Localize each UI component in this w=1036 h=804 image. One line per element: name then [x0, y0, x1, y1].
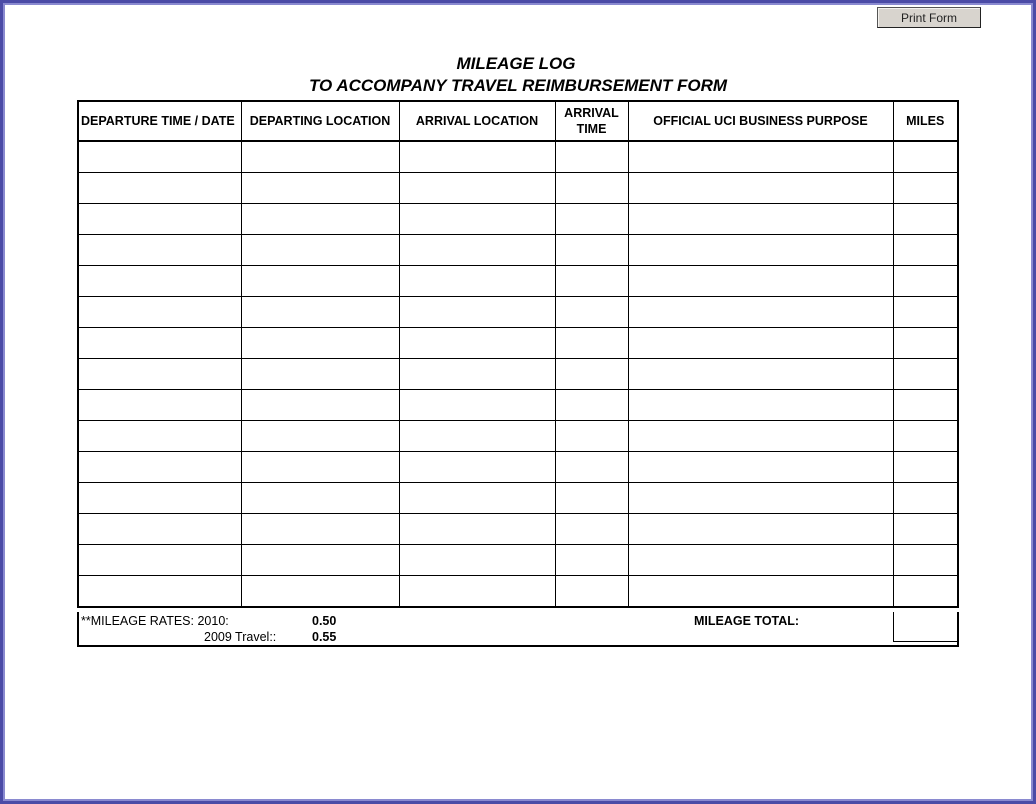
table-row	[78, 328, 958, 359]
table-row	[78, 390, 958, 421]
arrival-location-cell[interactable]	[399, 452, 555, 483]
departing-location-cell[interactable]	[241, 266, 399, 297]
miles-cell[interactable]	[893, 297, 958, 328]
departing-location-cell[interactable]	[241, 452, 399, 483]
arrival-location-cell[interactable]	[399, 266, 555, 297]
miles-cell[interactable]	[893, 576, 958, 608]
arrival-time-cell[interactable]	[555, 204, 628, 235]
table-row	[78, 141, 958, 173]
arrival-location-cell[interactable]	[399, 514, 555, 545]
departure-time-date-cell[interactable]	[78, 328, 241, 359]
arrival-time-cell[interactable]	[555, 390, 628, 421]
table-row	[78, 359, 958, 390]
departure-time-date-cell[interactable]	[78, 545, 241, 576]
table-row	[78, 514, 958, 545]
miles-cell[interactable]	[893, 452, 958, 483]
departure-time-date-cell[interactable]	[78, 204, 241, 235]
miles-cell[interactable]	[893, 390, 958, 421]
departing-location-cell[interactable]	[241, 421, 399, 452]
departing-location-cell[interactable]	[241, 359, 399, 390]
business-purpose-cell[interactable]	[628, 359, 893, 390]
table-row	[78, 576, 958, 608]
departure-time-date-cell[interactable]	[78, 266, 241, 297]
rate-2010-value: 0.50	[312, 614, 337, 628]
departure-time-date-cell[interactable]	[78, 235, 241, 266]
departing-location-cell[interactable]	[241, 514, 399, 545]
departing-location-cell[interactable]	[241, 141, 399, 173]
arrival-location-cell[interactable]	[399, 359, 555, 390]
table-footer	[77, 612, 959, 647]
arrival-time-cell[interactable]	[555, 235, 628, 266]
business-purpose-cell[interactable]	[628, 328, 893, 359]
table-row	[78, 545, 958, 576]
departure-time-date-cell[interactable]	[78, 483, 241, 514]
arrival-location-cell[interactable]	[399, 421, 555, 452]
departing-location-cell[interactable]	[241, 576, 399, 608]
arrival-time-cell[interactable]	[555, 545, 628, 576]
business-purpose-cell[interactable]	[628, 173, 893, 204]
business-purpose-cell[interactable]	[628, 235, 893, 266]
arrival-location-cell[interactable]	[399, 390, 555, 421]
table-row	[78, 266, 958, 297]
table-row	[78, 204, 958, 235]
departure-time-date-cell[interactable]	[78, 421, 241, 452]
header-departure-time-date: DEPARTURE TIME / DATE	[78, 101, 241, 141]
header-business-purpose: OFFICIAL UCI BUSINESS PURPOSE	[628, 101, 893, 141]
departure-time-date-cell[interactable]	[78, 452, 241, 483]
arrival-location-cell[interactable]	[399, 297, 555, 328]
header-departing-location: DEPARTING LOCATION	[241, 101, 399, 141]
business-purpose-cell[interactable]	[628, 452, 893, 483]
arrival-location-cell[interactable]	[399, 141, 555, 173]
departing-location-cell[interactable]	[241, 235, 399, 266]
arrival-location-cell[interactable]	[399, 235, 555, 266]
arrival-location-cell[interactable]	[399, 173, 555, 204]
business-purpose-cell[interactable]	[628, 266, 893, 297]
miles-cell[interactable]	[893, 141, 958, 173]
header-miles: MILES	[893, 101, 958, 141]
arrival-time-cell[interactable]	[555, 266, 628, 297]
business-purpose-cell[interactable]	[628, 141, 893, 173]
arrival-time-cell[interactable]	[555, 452, 628, 483]
miles-cell[interactable]	[893, 204, 958, 235]
arrival-time-cell[interactable]	[555, 173, 628, 204]
business-purpose-cell[interactable]	[628, 204, 893, 235]
departure-time-date-cell[interactable]	[78, 297, 241, 328]
business-purpose-cell[interactable]	[628, 576, 893, 608]
table-row	[78, 173, 958, 204]
print-form-button[interactable]: Print Form	[877, 7, 981, 28]
arrival-location-cell[interactable]	[399, 483, 555, 514]
arrival-location-cell[interactable]	[399, 328, 555, 359]
departure-time-date-cell[interactable]	[78, 141, 241, 173]
form-title: MILEAGE LOG	[456, 54, 576, 73]
miles-cell[interactable]	[893, 173, 958, 204]
table-row	[78, 297, 958, 328]
table-header-row	[78, 101, 958, 141]
business-purpose-cell[interactable]	[628, 483, 893, 514]
arrival-time-cell[interactable]	[555, 141, 628, 173]
mileage-total-field[interactable]	[893, 612, 959, 642]
rate-2009-value: 0.55	[312, 630, 337, 644]
table-row	[78, 421, 958, 452]
rate-2009-label: 2009 Travel::	[204, 630, 277, 644]
business-purpose-cell[interactable]	[628, 545, 893, 576]
arrival-location-cell[interactable]	[399, 204, 555, 235]
arrival-time-cell[interactable]	[555, 328, 628, 359]
header-arrival-time: ARRIVAL TIME	[555, 101, 628, 141]
arrival-time-cell[interactable]	[555, 359, 628, 390]
mileage-rates-label: **MILEAGE RATES: 2010:	[81, 614, 229, 628]
header-arrival-location: ARRIVAL LOCATION	[399, 101, 555, 141]
departing-location-cell[interactable]	[241, 204, 399, 235]
miles-cell[interactable]	[893, 328, 958, 359]
miles-cell[interactable]	[893, 483, 958, 514]
business-purpose-cell[interactable]	[628, 390, 893, 421]
miles-cell[interactable]	[893, 235, 958, 266]
departure-time-date-cell[interactable]	[78, 390, 241, 421]
arrival-time-cell[interactable]	[555, 421, 628, 452]
miles-cell[interactable]	[893, 545, 958, 576]
business-purpose-cell[interactable]	[628, 514, 893, 545]
table-row	[78, 483, 958, 514]
mileage-total-label: MILEAGE TOTAL:	[694, 614, 800, 628]
miles-cell[interactable]	[893, 514, 958, 545]
departing-location-cell[interactable]	[241, 390, 399, 421]
miles-cell[interactable]	[893, 359, 958, 390]
departure-time-date-cell[interactable]	[78, 576, 241, 608]
departure-time-date-cell[interactable]	[78, 514, 241, 545]
departure-time-date-cell[interactable]	[78, 359, 241, 390]
departing-location-cell[interactable]	[241, 545, 399, 576]
business-purpose-cell[interactable]	[628, 421, 893, 452]
form-subtitle: TO ACCOMPANY TRAVEL REIMBURSEMENT FORM	[308, 76, 728, 95]
arrival-time-cell[interactable]	[555, 514, 628, 545]
arrival-time-cell[interactable]	[555, 297, 628, 328]
arrival-time-cell[interactable]	[555, 483, 628, 514]
business-purpose-cell[interactable]	[628, 297, 893, 328]
departing-location-cell[interactable]	[241, 328, 399, 359]
arrival-time-cell[interactable]	[555, 576, 628, 608]
departure-time-date-cell[interactable]	[78, 173, 241, 204]
table-row	[78, 235, 958, 266]
departing-location-cell[interactable]	[241, 483, 399, 514]
arrival-location-cell[interactable]	[399, 576, 555, 608]
mileage-log-table	[77, 100, 959, 608]
arrival-location-cell[interactable]	[399, 545, 555, 576]
miles-cell[interactable]	[893, 421, 958, 452]
table-row	[78, 452, 958, 483]
departing-location-cell[interactable]	[241, 297, 399, 328]
miles-cell[interactable]	[893, 266, 958, 297]
departing-location-cell[interactable]	[241, 173, 399, 204]
